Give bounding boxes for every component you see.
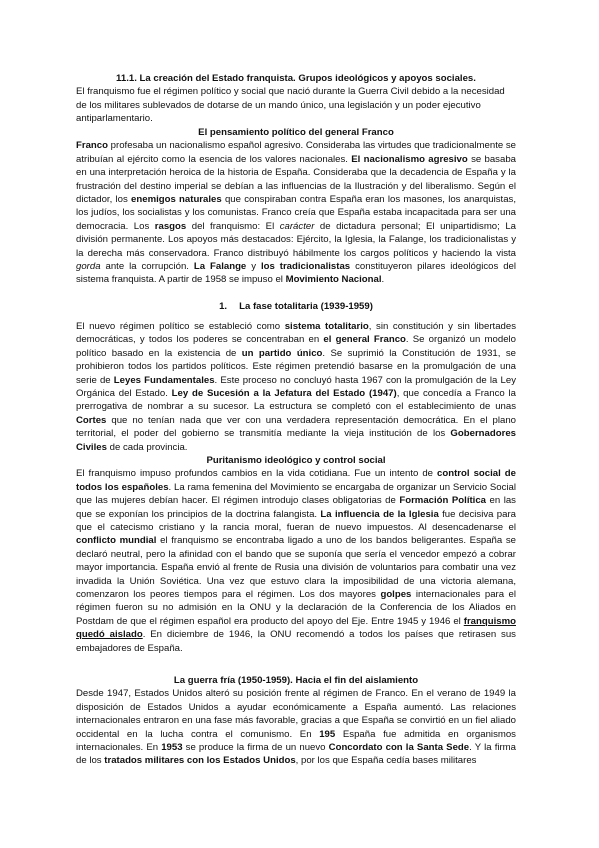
section-heading-franco-thought: El pensamiento político del general Franco — [198, 127, 394, 138]
bold-text: Franco — [76, 140, 108, 152]
text: constituyeron pilares ideológicos del sistema franquista. A partir de 1958 se impuso el — [76, 261, 517, 286]
text: ante la corrupción. — [100, 261, 194, 273]
bold-text: Gobernadores Civiles — [76, 428, 516, 453]
text: se produce la firma de un nuevo — [182, 742, 329, 754]
intro-paragraph: El franquismo fue el régimen político y social que nació durante la Guerra Civil debido a la necesidad de los militares sublevados de dotarse de un mando único, una legislación y un poder ejecutivo antiparlamentario. — [76, 86, 505, 125]
text: . La rama femenina del Movimiento se encargaba de organizar un Servicio Social que las mujeres debían hacer. El régimen introdujo clases obligatorias de — [76, 481, 516, 507]
text: en las que se exponían los principios de la doctrina falangista. — [76, 495, 516, 520]
paragraph-totalitarian — [76, 320, 516, 454]
text: , que concedía a Franco la prerrogativa de nombrar a su sucesor. La estructura se completó con el establecimiento de unas — [76, 388, 516, 413]
text: Desde 1947, Estados Unidos alteró su posición frente al régimen de Franco. En el verano de 1949 la disposición de Estados Unidos a ayudar económicamente a España aumentó. Las relaciones internacionales entraron en una fase más favorable, gracias a que España se convirtió en un fiel aliado occidental en la lucha contra el comunismo. En — [76, 688, 516, 740]
bold-text: Movimiento Nacional — [285, 274, 382, 286]
bold-text: control social de todos los españoles — [76, 468, 516, 493]
document-title: 11.1. La creación del Estado franquista. Grupos ideológicos y apoyos sociales. — [116, 73, 476, 84]
section-heading-cold-war: La guerra fría (1950-1959). Hacia el fin del aislamiento — [173, 675, 419, 686]
title-block — [76, 72, 516, 126]
text: se basaba en una interpretación heroica de la historia de España. Consideraba que la decadencia de España y la frustración del destino imperial se debían a las influencias de la Ilustración y del liberalismo. Según el dictador, los — [76, 153, 516, 206]
text: . Se organizó un modelo político basado en la existencia de — [76, 334, 516, 359]
italic-text: carácter — [279, 220, 315, 232]
bold-text: golpes — [380, 589, 412, 601]
bold-text: tratados militares con los Estados Unidos — [104, 755, 296, 767]
section-franco-thought — [76, 126, 516, 287]
bold-text: los tradicionalistas — [260, 261, 351, 273]
section-puritanism — [76, 454, 516, 655]
text: . Y la firma de los — [76, 742, 517, 767]
bold-text: conflicto mundial — [76, 535, 157, 547]
italic-text: gorda — [76, 261, 101, 273]
text: . Este proceso no concluyó hasta 1967 con la promulgación de la Ley Orgánica del Estado. — [76, 374, 516, 400]
text: . Se suprimió la Constitución de 1931, se prohibieron todos los partidos políticos. Este régimen pretendió basarse en la promulgación de una serie de — [76, 347, 516, 386]
paragraph-cold-war — [76, 687, 516, 767]
text: . — [381, 274, 385, 286]
bold-text: rasgos — [154, 220, 187, 232]
bold-text: 195 — [319, 728, 336, 740]
bold-text: sistema totalitario — [284, 321, 369, 332]
section-heading-totalitarian — [76, 300, 516, 313]
underlined-bold-text: franquismo quedó aislado — [76, 615, 516, 641]
section-heading-puritanism: Puritanismo ideológico y control social — [206, 455, 386, 466]
bold-text: Cortes — [76, 414, 107, 426]
text: profesaba un nacionalismo español agresivo. Consideraba las virtudes que tradicionalmente se atribuían al ejército como la esencia de los valores nacionales. — [76, 140, 516, 165]
text: que no tenían nada que ver con una verdadera representación democrática. En el plano territorial, el poder del gobierno se transmitía mediante la vieja institución de los — [76, 414, 516, 440]
text: el franquismo se encontraba ligado a uno de los bandos beligerantes. España se declaró neutral, pero la afinidad con el bando que se suponía que sería el vencedor empezó a cobrar mayor importancia. España envió al frente de Rusia una división de voluntarios para combatir una vez invadida la Unión Soviética. Una vez que estuvo clara la imposibilidad de una victoria alemana, comenzaron los peores tiempos para el régimen. Los dos mayores — [76, 535, 516, 601]
text: El franquismo impuso profundos cambios en la vida cotidiana. Fue un intento de — [76, 468, 438, 480]
text: internacionales para el régimen fueron su no admisión en la ONU y la declaración de la Conferencia de los Aliados en Postdam de que el régimen español era producto del apoyo del Eje. Entre 1945 y 1946 el — [76, 589, 516, 627]
paragraph-puritanism — [76, 467, 516, 655]
bold-text: un partido único — [241, 347, 323, 359]
bold-text: La influencia de la Iglesia — [320, 508, 439, 520]
bold-text: Ley de Sucesión a la Jefatura del Estado (1947) — [171, 388, 397, 400]
section-heading-text: La fase totalitaria (1939-1959) — [239, 301, 373, 312]
text: que conspiraban contra España eran los masones, los anarquistas, los judíos, los socialistas y los comunistas. Franco creía que España estaba incapacitada para ser una democracia. Los — [76, 194, 516, 232]
text: . En diciembre de 1946, la ONU recomendó a todos los países que retirasen sus embajadores de España. — [76, 629, 516, 654]
bold-text: Leyes Fundamentales — [113, 374, 215, 386]
bold-text: La Falange — [193, 261, 247, 273]
text: de cada provincia. — [106, 441, 188, 453]
text: de dictadura personal; El unipartidismo; La división permanente. Los apoyos más destacados: Ejército, la Iglesia, la Falange, los tradicionalistas y la derecha más conservadora. Franco distribuyó hábilmente los cargos políticos y haciendo la vista — [76, 220, 516, 259]
paragraph-franco-thought — [76, 139, 516, 286]
bold-text: enemigos naturales — [131, 194, 222, 206]
bold-text: El nacionalismo agresivo — [351, 153, 468, 165]
section-cold-war — [76, 674, 516, 768]
text: del franquismo: El — [186, 220, 280, 232]
bold-text: el general Franco — [323, 334, 406, 346]
text: España fue admitida en organismos internacionales. En — [76, 728, 516, 754]
text: El nuevo régimen político se estableció como — [76, 321, 285, 332]
text: , sin constitución y sin libertades democráticas, y todos los poderes se concentraban en — [76, 321, 517, 346]
section-totalitarian — [76, 320, 516, 454]
text: , por los que España cedía bases militares — [295, 755, 477, 767]
bold-text: 1953 — [161, 742, 183, 754]
bold-text: Formación Política — [399, 495, 487, 507]
bold-text: Concordato con la Santa Sede — [328, 742, 470, 754]
section-number: 1. — [219, 301, 228, 312]
text: y — [246, 261, 261, 273]
text: fue decisiva para que el catecismo cristiano y la rancia moral, fueran de nuevo impuestos. Al desencadenarse el — [76, 508, 516, 534]
